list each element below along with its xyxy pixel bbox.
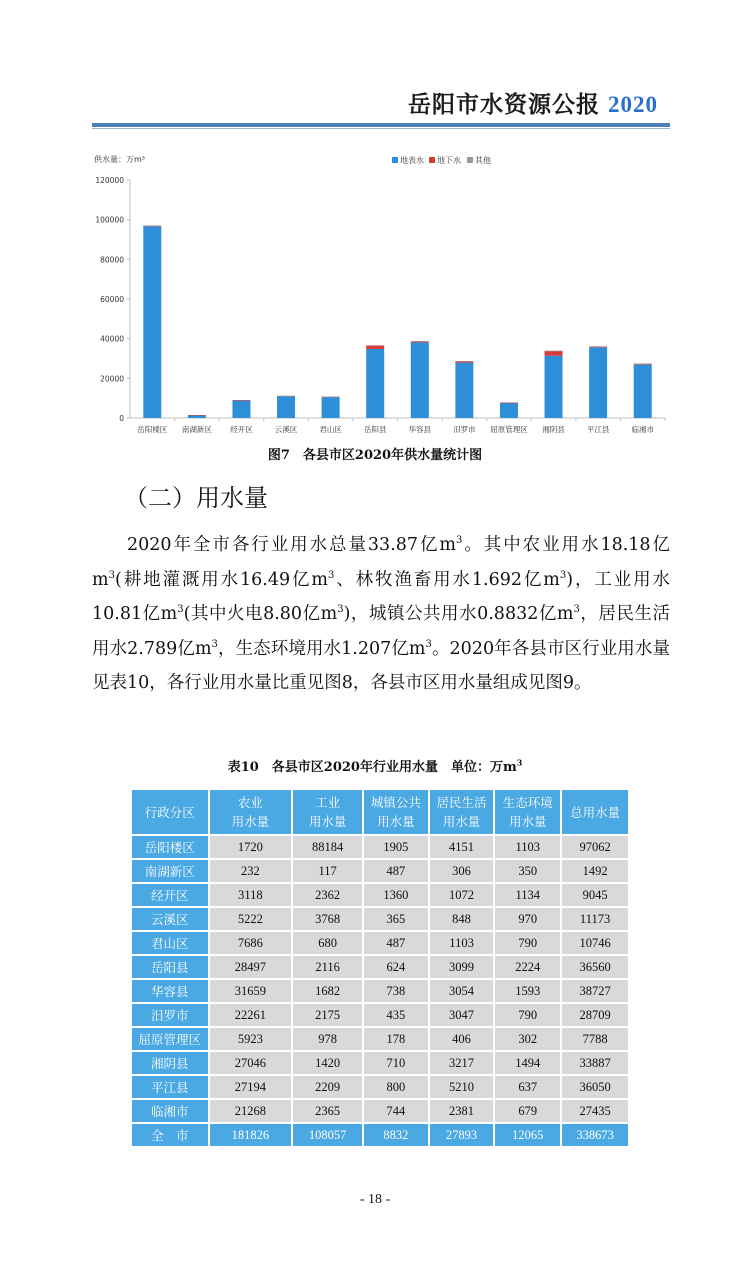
x-tick-label: 屈原管理区 [490,425,528,434]
bar-1 [589,347,607,348]
bar-2 [411,341,429,342]
header-rule-thin [92,128,670,129]
legend-swatch [467,157,473,163]
table-cell: 36050 [561,1075,629,1099]
table-row [131,1003,629,1027]
bar-2 [322,397,340,398]
y-tick-label: 120000 [95,176,124,185]
table-cell: 848 [429,907,495,931]
bar-0 [500,403,518,418]
table-cell-region: 屈原管理区 [131,1027,209,1051]
table-cell: 3768 [292,907,363,931]
bar-0 [277,396,295,418]
table-cell: 28497 [209,955,293,979]
table-cell: 117 [292,859,363,883]
header-region: 行政分区 [131,789,209,835]
table-row [131,1075,629,1099]
bar-2 [634,364,652,365]
bar-0 [322,397,340,418]
bar-1 [188,415,206,416]
table-cell: 1134 [494,883,561,907]
table-cell: 28709 [561,1003,629,1027]
table-cell: 27046 [209,1051,293,1075]
legend-label: 地下水 [437,156,461,165]
page-number: - 18 - [359,1192,391,1207]
table-cell: 1360 [363,883,429,907]
table-cell: 3217 [429,1051,495,1075]
table-header-row [131,789,629,835]
table-cell: 790 [494,1003,561,1027]
x-tick-label: 云溪区 [274,425,298,434]
table-row [131,955,629,979]
bar-2 [143,225,161,226]
header-total: 总用水量 [561,789,629,835]
table-cell: 9045 [561,883,629,907]
legend-swatch [392,157,398,163]
legend-label: 地表水 [400,156,424,165]
table-cell: 1492 [561,859,629,883]
header-residential: 居民生活 用水量 [429,789,495,835]
table-cell: 27194 [209,1075,293,1099]
table-row [131,1123,629,1147]
table-cell: 2362 [292,883,363,907]
water-use-table [130,788,630,1148]
table-cell: 637 [494,1075,561,1099]
table-cell: 5210 [429,1075,495,1099]
table-cell: 27893 [429,1123,495,1147]
table-cell: 97062 [561,835,629,859]
table-cell: 738 [363,979,429,1003]
bar-2 [545,351,563,352]
table-cell: 7686 [209,931,293,955]
table-cell: 27435 [561,1099,629,1123]
figure-caption: 图7 各县市区2020年供水量统计图 [267,448,483,463]
bar-0 [634,365,652,418]
y-tick-label: 60000 [100,295,124,304]
header-rule [92,123,670,127]
table-cell: 2381 [429,1099,495,1123]
x-tick-label: 湘阴县 [542,425,565,434]
bar-0 [455,363,473,418]
table-cell: 406 [429,1027,495,1051]
bar-0 [545,356,563,418]
table-cell: 178 [363,1027,429,1051]
table-row [131,931,629,955]
table-cell-region: 云溪区 [131,907,209,931]
table-cell: 2224 [494,955,561,979]
table-cell: 7788 [561,1027,629,1051]
table-cell: 1905 [363,835,429,859]
table-row [131,907,629,931]
table-cell: 790 [494,931,561,955]
table-row [131,1051,629,1075]
table-cell: 4151 [429,835,495,859]
table-cell: 3047 [429,1003,495,1027]
y-axis-label: 供水量：万m³ [94,155,145,164]
table-cell-region: 南湖新区 [131,859,209,883]
bar-1 [232,400,250,401]
x-tick-label: 岳阳县 [363,425,387,434]
header-ecological: 生态环境 用水量 [494,789,561,835]
page-header [408,86,658,119]
bar-0 [411,342,429,418]
bar-0 [232,400,250,418]
header-title: 岳阳市水资源公报 [408,91,600,118]
table-cell-region: 平江县 [131,1075,209,1099]
table-cell-region: 临湘市 [131,1099,209,1123]
table-cell: 710 [363,1051,429,1075]
bar-1 [545,351,563,356]
table-cell: 38727 [561,979,629,1003]
table-cell-region: 岳阳县 [131,955,209,979]
header-agriculture: 农业 用水量 [209,789,293,835]
table-cell: 679 [494,1099,561,1123]
table-row [131,1027,629,1051]
table-cell: 181826 [209,1123,293,1147]
table-cell: 108057 [292,1123,363,1147]
table-row [131,883,629,907]
table-cell: 435 [363,1003,429,1027]
table-cell: 232 [209,859,293,883]
x-tick-label: 临湘市 [631,425,654,434]
table-cell: 10746 [561,931,629,955]
table-cell: 302 [494,1027,561,1051]
table-cell: 5222 [209,907,293,931]
header-urban-public: 城镇公共 用水量 [363,789,429,835]
table-cell: 3099 [429,955,495,979]
section-title: （二）用水量 [124,484,268,512]
body-paragraph: 2020年全市各行业用水总量33.87亿$m^3$。其中农业用水18.18亿$m^3$(耕地灌溉用水16.49亿$m^3$、林牧渔畜用水1.692亿$m^3$)，工业用水10.81亿$m^3$(其中火电8.80亿$m^3$)，城镇公共用水0.8832亿$m^3$，居民生活用水2.789亿$m^3$，生态环境用水1.207亿$m^3$。2020年各县市区行业用水量见表10，各行业用水量比重见图8，各县市区用水量组成见图9。 [92,535,671,693]
table-cell: 306 [429,859,495,883]
table-cell: 12065 [494,1123,561,1147]
table-cell: 1494 [494,1051,561,1075]
table-cell: 1103 [494,835,561,859]
table-cell: 31659 [209,979,293,1003]
y-tick-label: 100000 [95,215,124,225]
x-tick-label: 平江县 [586,425,610,434]
table-cell: 1072 [429,883,495,907]
x-tick-label: 南湖新区 [181,425,212,434]
table-cell: 978 [292,1027,363,1051]
table-cell: 800 [363,1075,429,1099]
table-cell: 2365 [292,1099,363,1123]
table-cell: 22261 [209,1003,293,1027]
x-tick-label: 经开区 [230,425,253,434]
x-tick-label: 君山区 [319,425,342,434]
y-tick-label: 0 [119,414,124,423]
legend-label: 其他 [475,156,491,165]
table-cell-region: 汨罗市 [131,1003,209,1027]
y-tick-label: 20000 [100,374,124,384]
table-cell-region: 全 市 [131,1123,209,1147]
bar-2 [277,396,295,397]
table-cell: 1420 [292,1051,363,1075]
table-cell: 1103 [429,931,495,955]
header-industry: 工业 用水量 [292,789,363,835]
table-row [131,859,629,883]
bar-0 [366,349,384,418]
table-cell: 487 [363,931,429,955]
table-cell: 365 [363,907,429,931]
table-cell: 350 [494,859,561,883]
y-tick-label: 40000 [100,334,124,344]
header-year: 2020 [608,92,658,117]
table-row [131,979,629,1003]
table-cell: 338673 [561,1123,629,1147]
x-tick-label: 汨罗市 [453,425,476,434]
table-cell: 680 [292,931,363,955]
bar-0 [143,226,161,418]
table-cell: 88184 [292,835,363,859]
y-tick-label: 80000 [100,255,124,265]
table-cell-region: 君山区 [131,931,209,955]
bar-1 [500,403,518,404]
table-cell: 1593 [494,979,561,1003]
bar-2 [455,361,473,362]
table-cell: 3054 [429,979,495,1003]
bar-0 [589,347,607,418]
table-cell-region: 经开区 [131,883,209,907]
table-cell: 2175 [292,1003,363,1027]
table-caption: 表10 各县市区2020年行业用水量 单位：万$m^3$ [227,757,523,775]
table-cell: 11173 [561,907,629,931]
table-cell: 36560 [561,955,629,979]
legend-swatch [429,157,435,163]
table-cell: 3118 [209,883,293,907]
x-tick-label: 岳阳楼区 [137,425,168,434]
table-cell: 487 [363,859,429,883]
water-supply-chart [92,146,670,436]
table-cell: 2209 [292,1075,363,1099]
table-cell: 624 [363,955,429,979]
table-cell: 5923 [209,1027,293,1051]
table-cell: 744 [363,1099,429,1123]
table-cell: 1682 [292,979,363,1003]
table-cell-region: 岳阳楼区 [131,835,209,859]
x-tick-label: 华容县 [408,425,432,434]
table-cell: 2116 [292,955,363,979]
table-cell-region: 华容县 [131,979,209,1003]
table-cell: 1720 [209,835,293,859]
table-cell: 21268 [209,1099,293,1123]
table-row [131,835,629,859]
bar-1 [366,345,384,348]
table-cell: 8832 [363,1123,429,1147]
table-row [131,1099,629,1123]
table-cell: 33887 [561,1051,629,1075]
table-cell-region: 湘阴县 [131,1051,209,1075]
table-cell: 970 [494,907,561,931]
